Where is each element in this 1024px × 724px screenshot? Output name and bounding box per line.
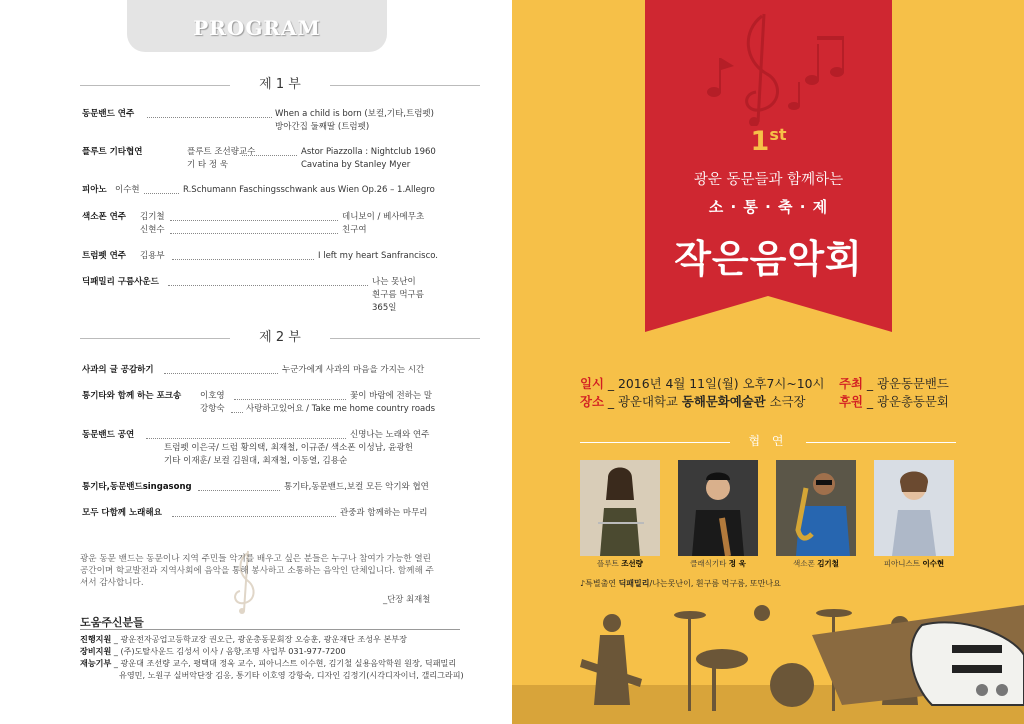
p1-item4-name: 색소폰 연주 [82, 212, 127, 222]
program-header-tab [127, 0, 387, 52]
p1-item5-name: 트럼펫 연주 [82, 251, 127, 261]
p1-item3-name: 피아노 [82, 185, 107, 195]
guest-photo-piano [874, 460, 954, 556]
part1-label: 제 1 부 [259, 77, 301, 92]
band-description: 광운 동문 밴드는 동문이나 지역 주민들 악기를 배우고 싶은 분들은 누구나 참여가 가능한 열린 공간이며 학교발전과 지역사회에 음악을 통해 봉사하고 소통하는 음악인 단체입니다. 함께해 주셔서 감사합니다. [80, 554, 434, 588]
program-title: PROGRAM [193, 16, 321, 40]
p1-item2-name: 플루트 기타협연 [82, 147, 143, 157]
note-icon: ♪ [580, 579, 586, 588]
sponsor-row: 장비지원 _ (주)도탈사운드 김성서 이사 / 음향,조명 사업부 031-977-7200 [80, 646, 346, 656]
p1-item5-line1: I left my heart Sanfrancisco. [318, 251, 439, 261]
event-host: 주최 _ 광운동문밴드 [839, 376, 949, 391]
p1-item6-line3: 365일 [372, 303, 397, 313]
guest-photo-saxophone [776, 460, 856, 556]
p2-item2-line2: 사랑하고있어요 / Take me home country roads [246, 404, 436, 414]
p2-item3-line3: 기타 이재훈/ 보컬 김원대, 최재철, 이동열, 김용순 [164, 456, 348, 466]
p2-item3-name: 동문밴드 공연 [82, 430, 135, 440]
p2-item5-line1: 관중과 함께하는 마무리 [340, 508, 428, 518]
guest-photo-guitar [678, 460, 758, 556]
p1-item5-perf: 김용부 [140, 251, 165, 261]
band-silhouette [512, 595, 1024, 724]
special-guest: ♪특별출연 딕패밀리/나는못난이, 흰구름 먹구름, 또만나요 [580, 579, 781, 588]
signature: _단장 최재철 [383, 594, 431, 604]
p2-item4-line1: 통기타,동문밴드,보컬 모든 악기와 협연 [284, 482, 429, 492]
p1-item4-perf2: 신현수 [140, 225, 165, 235]
p1-item6-name: 딕패밀리 구름사운드 [82, 277, 159, 287]
p1-item3-perf: 이수현 [115, 185, 140, 195]
poster-title: 작은음악회 [674, 237, 863, 281]
p2-item2-perf2: 강항숙 [200, 404, 225, 414]
part1-header [80, 73, 480, 97]
p2-item2-line1: 꽃이 바람에 전하는 말 [350, 391, 433, 401]
p1-item2-line1: Astor Piazzolla : Nightclub 1960 [301, 147, 436, 157]
p1-item4-line1: 데니보이 / 베사메무초 [342, 212, 425, 222]
guest-caption: 클래식기타 정 욱 [690, 559, 746, 568]
guest-caption: 플루트 조선량 [597, 559, 643, 568]
p2-item1-name: 사과의 글 공감하기 [82, 365, 154, 375]
part2-label: 제 2 부 [259, 330, 301, 345]
p1-item2-perf1: 플루트 조선량교수 [187, 147, 256, 157]
p1-item4-line2: 친구여 [342, 225, 367, 235]
p1-item1-name: 동문밴드 연주 [82, 109, 135, 119]
p1-item2-line2: Cavatina by Stanley Myer [301, 160, 411, 170]
p2-item5-name: 모두 다함께 노래해요 [82, 508, 162, 518]
p2-item1-line1: 누군가에게 사과의 마음을 가지는 시간 [282, 365, 425, 375]
p2-item2-perf1: 이호영 [200, 391, 225, 401]
p1-item6-line1: 나는 못난이 [372, 277, 416, 287]
music-notes-decoration [682, 6, 862, 126]
part2-header [80, 326, 480, 350]
p2-item3-line1: 신명나는 노래와 연주 [350, 430, 430, 440]
p2-item3-line2: 트럼펫 이은국/ 드럼 황의택, 최재철, 이규준/ 색소폰 이성남, 윤광헌 [164, 443, 413, 453]
guest-caption: 피아니스트 이수현 [883, 559, 945, 568]
sponsor-row: 재능기부 _ 광운대 조선량 교수, 평택대 정욱 교수, 피아니스트 이수현, 김기철 실용음악학원 원장, 딕패밀리 [80, 658, 457, 668]
guest-caption: 색소폰 김기철 [793, 559, 839, 568]
sponsors-title: 도움주신분들 [80, 616, 144, 629]
p2-item4-name: 통기타,동문밴드singasong [82, 482, 192, 492]
event-place: 장소 _ 광운대학교 동해문화예술관 소극장 [580, 394, 806, 409]
edition-label: 1st [750, 125, 787, 157]
poster-page [512, 0, 1024, 724]
p1-item6-line2: 흰구름 먹구름 [372, 290, 424, 300]
p1-item1-line2: 방아간집 둘째딸 (트럼펫) [275, 122, 370, 132]
p1-item1-line1: When a child is born (보컬,기타,트럼펫) [275, 109, 434, 119]
p1-item3-line1: R.Schumann Faschingsschwank aus Wien Op.26 – 1.Allegro [183, 185, 435, 195]
event-date: 일시 _ 2016년 4월 11일(월) 오후7시~10시 [580, 376, 825, 391]
poster-slogan: 소 · 통 · 축 · 제 [708, 198, 829, 216]
p2-item2-name: 통기타와 함께 하는 포크송 [82, 391, 182, 401]
sponsor-row: 진행지원 _ 광운전자공업고등학교장 권오근, 광운총동문회장 오승훈, 광운재단 조성우 본부장 [80, 634, 407, 644]
p1-item2-perf2: 기 타 정 욱 [187, 160, 228, 170]
guest-photo-flute [580, 460, 660, 556]
poster-subtitle: 광운 동문들과 함께하는 [693, 172, 844, 188]
sponsor-row: 유영민, 노원구 실버악단장 김응, 통기타 이호영 강항숙, 디자인 김정기(시각디자이너, 갤리그라피) [119, 670, 464, 680]
event-sponsor: 후원 _ 광운총동문회 [839, 394, 949, 409]
guests-title: 협 연 [748, 434, 788, 448]
p1-item4-perf1: 김기철 [140, 212, 165, 222]
